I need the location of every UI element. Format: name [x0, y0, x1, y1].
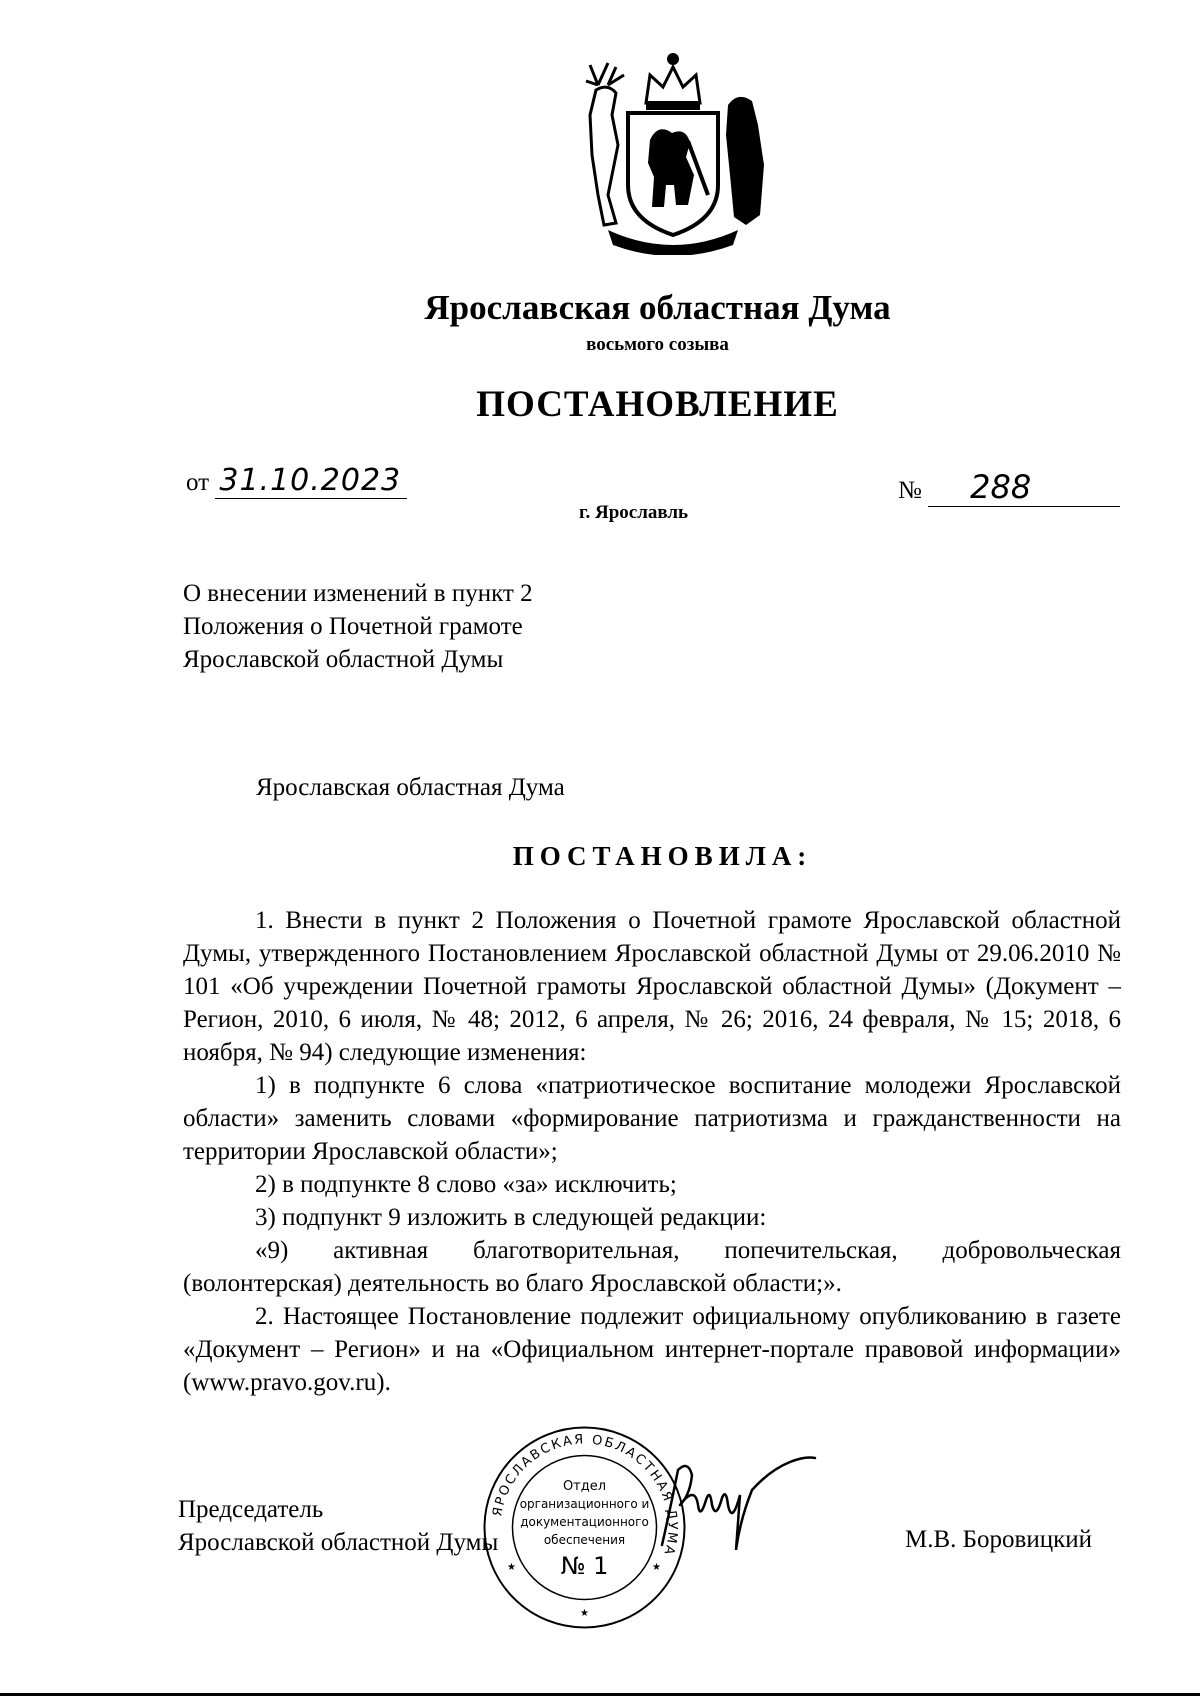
date-prefix: от [186, 469, 210, 496]
svg-text:★: ★ [507, 1562, 516, 1573]
subject-line: Положения о Почетной грамоте [183, 613, 523, 640]
position-line: Ярославской областной Думы [178, 1529, 499, 1556]
organization-name: Ярославская областная Дума [424, 288, 891, 327]
signatory-name: М.В. Боровицкий [905, 1526, 1092, 1553]
stamp-ring-text: ЯРОСЛАВСКАЯ ОБЛАСТНАЯ ДУМА [490, 1432, 680, 1559]
subject-block [183, 577, 533, 676]
coat-of-arms-icon [568, 45, 778, 255]
stamp-line: организационного и [519, 1497, 650, 1511]
subject-line: Ярославской областной Думы [183, 646, 504, 673]
number-line [898, 468, 1120, 507]
number-value: 288 [928, 468, 1120, 507]
number-prefix: № [898, 477, 922, 504]
body-paragraph: 2) в подпункте 8 слово «за» исключить; [255, 1171, 677, 1198]
body-paragraph: «9) активная благотворительная, попечительская, добровольческая (волонтерская) деятельность во благо Ярославской области;». [183, 1237, 1121, 1297]
body-paragraph: 2. Настоящее Постановление подлежит официальному опубликованию в газете «Документ – Регион» и на «Официальном интернет-портале правовой информации» (www.pravo.gov.ru). [183, 1303, 1121, 1396]
stamp-line: документационного [520, 1515, 649, 1529]
body-paragraph: 1. Внести в пункт 2 Положения о Почетной грамоте Ярославской областной Думы, утвержденного Постановлением Ярославской областной Думы от 29.06.2010 № 101 «Об учреждении Почетной грамоты Ярославской областной Думы» (Документ – Регион, 2010, 6 июля, № 48; 2012, 6 апреля, № 26; 2016, 24 февраля, № 15; 2018, 6 ноября, № 94) следующие изменения: [183, 907, 1121, 1066]
handwritten-signature [640, 1450, 840, 1560]
stamp-line: обеспечения [543, 1533, 626, 1547]
date-value: 31.10.2023 [215, 463, 407, 499]
body-paragraph: 3) подпункт 9 изложить в следующей редакции: [255, 1204, 767, 1231]
page-bottom-border [0, 1693, 1200, 1696]
svg-text:★: ★ [652, 1562, 661, 1573]
signatory-position [178, 1493, 498, 1559]
position-line: Председатель [178, 1496, 324, 1523]
svg-text:★: ★ [580, 1608, 589, 1619]
intro-line: Ярославская областная Дума [256, 774, 565, 801]
subject-line: О внесении изменений в пункт 2 [183, 580, 533, 607]
body-paragraph: 1) в подпункте 6 слова «патриотическое воспитание молодежи Ярославской области» заменить словами «формирование патриотизма и гражданственности на территории Ярославской области»; [183, 1072, 1121, 1165]
date-line [186, 463, 407, 498]
document-type-title: ПОСТАНОВЛЕНИЕ [476, 384, 839, 425]
convocation-label: восьмого созыва [586, 334, 729, 355]
stamp-number: № 1 [560, 1552, 609, 1580]
city-label: г. Ярославль [579, 502, 689, 523]
resolution-body [183, 904, 1121, 1399]
resolved-heading: ПОСТАНОВИЛА: [512, 841, 813, 871]
stamp-line: Отдел [562, 1479, 607, 1494]
